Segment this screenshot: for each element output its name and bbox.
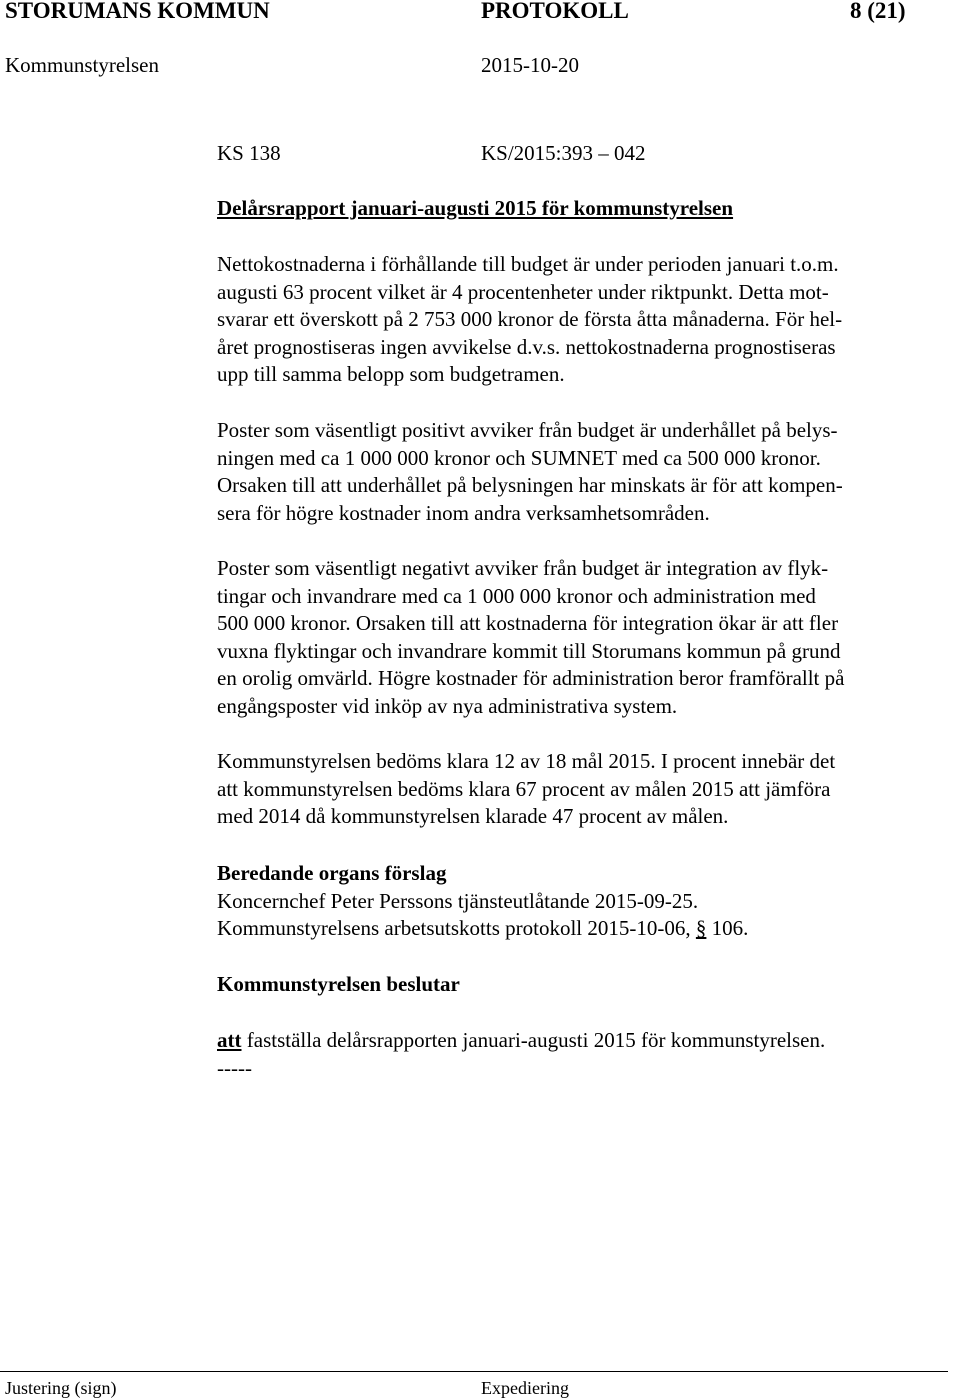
text-line (217, 1027, 937, 1055)
meeting-date: 2015-10-20 (481, 53, 579, 77)
case-reference: KS/2015:393 – 042 (481, 141, 646, 165)
text-line: året prognostiseras ingen avvikelse d.v.s. nettokostnaderna prognostiseras (217, 334, 836, 359)
document-type: PROTOKOLL (481, 0, 629, 23)
text-line: en orolig omvärld. Högre kostnader för administration beror framförallt på (217, 666, 845, 691)
text-line: Orsaken till att underhållet på belysningen har minskats är för att kompen- (217, 473, 843, 498)
att-word: att (217, 1028, 242, 1052)
decision-heading: Kommunstyrelsen beslutar (217, 972, 460, 996)
footer-dispatch-label: Expediering (481, 1378, 569, 1398)
section-number: 106. (706, 916, 749, 941)
text-line: ningen med ca 1 000 000 kronor och SUMNET med ca 500 000 kronor. (217, 445, 821, 470)
page-number: 8 (21) (850, 0, 906, 23)
text-line: tingar och invandrare med ca 1 000 000 kronor och administration med (217, 583, 816, 608)
text-line: augusti 63 procent vilket är 4 procentenheter under riktpunkt. Detta mot- (217, 279, 829, 304)
municipality-name: STORUMANS KOMMUN (5, 0, 270, 23)
case-number: KS 138 (217, 141, 281, 165)
decision-section (217, 971, 937, 999)
text-line: med 2014 då kommunstyrelsen klarade 47 procent av målen. (217, 804, 729, 829)
preparation-heading: Beredande organs förslag (217, 861, 447, 885)
text-line (217, 915, 937, 943)
text-line: Kommunstyrelsen bedöms klara 12 av 18 mål 2015. I procent innebär det (217, 749, 836, 773)
text-line: Poster som väsentligt positivt avviker från budget är underhållet på belys- (217, 418, 838, 442)
text-line: engångsposter vid inköp av nya administrativa system. (217, 693, 678, 718)
text-line: 500 000 kronor. Orsaken till att kostnaderna för integration ökar är att fler (217, 611, 839, 636)
footer-signature-label: Justering (sign) (5, 1378, 117, 1398)
text-line: sera för högre kostnader inom andra verksamhetsområden. (217, 500, 710, 525)
end-mark: ----- (217, 1055, 252, 1080)
decision-text (217, 1027, 937, 1082)
paragraph-negative-deviations (217, 555, 937, 721)
text-fragment: Kommunstyrelsens arbetsutskotts protokoll 2015-10-06, (217, 916, 696, 941)
preparation-section (217, 860, 937, 943)
text-line: Nettokostnaderna i förhållande till budget är under perioden januari t.o.m. (217, 252, 839, 276)
footer-divider (0, 1371, 948, 1372)
text-line: upp till samma belopp som budgetramen. (217, 362, 565, 387)
body-name: Kommunstyrelsen (5, 53, 159, 77)
decision-clause: fastställa delårsrapporten januari-augusti 2015 för kommunstyrelsen. (241, 1028, 826, 1052)
text-line: vuxna flyktingar och invandrare kommit till Storumans kommun på grund (217, 638, 841, 663)
text-line: svarar ett överskott på 2 753 000 kronor de första åtta månaderna. För hel- (217, 307, 843, 332)
text-line: Poster som väsentligt negativt avviker från budget är integration av flyk- (217, 556, 829, 580)
paragraph-goals (217, 748, 937, 831)
text-line: Koncernchef Peter Perssons tjänsteutlåtande 2015-09-25. (217, 888, 699, 913)
case-title: Delårsrapport januari-augusti 2015 för kommunstyrelsen (217, 196, 734, 220)
paragraph-positive-deviations (217, 417, 937, 527)
text-line: att kommunstyrelsen bedöms klara 67 procent av målen 2015 att jämföra (217, 776, 831, 801)
section-sign: § (695, 916, 707, 941)
paragraph-costs (217, 251, 937, 389)
